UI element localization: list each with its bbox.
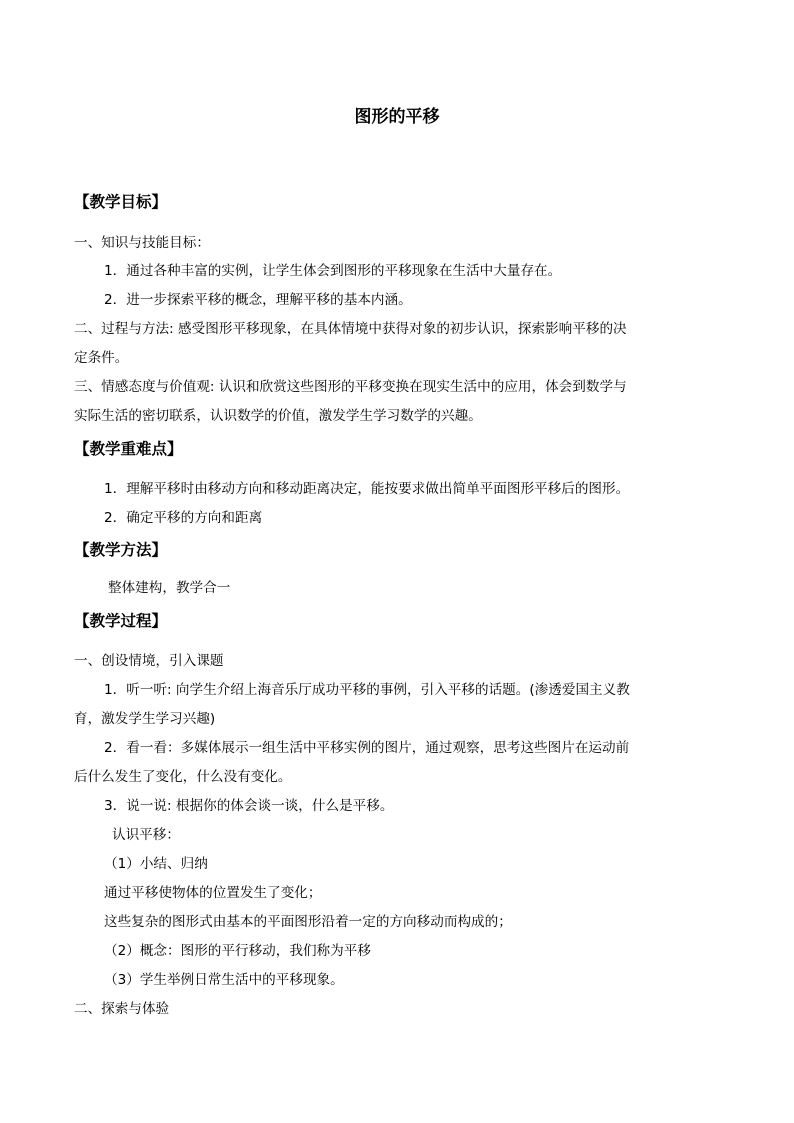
process-line: 一、创设情境，引入课题 (74, 653, 224, 669)
key-points-line: 2．确定平移的方向和距离 (104, 510, 263, 526)
section-heading-objectives: 【教学目标】 (74, 193, 168, 211)
process-line: （1）小结、归纳 (104, 856, 208, 872)
process-line: （3）学生举例日常生活中的平移现象。 (104, 972, 344, 988)
process-line: 2．看一看：多媒体展示一组生活中平移实例的图片，通过观察，思考这些图片在运动前 (104, 740, 630, 756)
section-heading-methods: 【教学方法】 (74, 541, 168, 559)
process-line: 3．说一说: 根据你的体会谈一谈，什么是平移。 (104, 798, 394, 814)
section-heading-process: 【教学过程】 (74, 612, 168, 630)
objectives-line: 1．通过各种丰富的实例，让学生体会到图形的平移现象在生活中大量存在。 (104, 263, 562, 279)
objectives-line: 三、情感态度与价值观: 认识和欣赏这些图形的平移变换在现实生活中的应用，体会到数学与 (74, 379, 627, 395)
objectives-line: 定条件。 (74, 350, 129, 366)
process-line: 这些复杂的图形式由基本的平面图形沿着一定的方向移动而构成的； (104, 914, 512, 930)
process-line: 二、探索与体验 (74, 1001, 170, 1017)
process-line: 通过平移使物体的位置发生了变化； (104, 885, 322, 901)
objectives-line: 实际生活的密切联系，认识数学的价值，激发学生学习数学的兴趣。 (74, 408, 482, 424)
process-line: 认识平移： (112, 827, 180, 843)
process-line: 后什么发生了变化，什么没有变化。 (74, 769, 292, 785)
process-line: 育，激发学生学习兴趣) (74, 711, 216, 727)
objectives-line: 一、知识与技能目标： (74, 235, 210, 251)
objectives-line: 2．进一步探索平移的概念，理解平移的基本内涵。 (104, 292, 412, 308)
objectives-line: 二、过程与方法: 感受图形平移现象，在具体情境中获得对象的初步认识，探索影响平移的决 (74, 321, 627, 337)
methods-line: 整体建构，教学合一 (108, 580, 231, 596)
document-title: 图形的平移 (354, 107, 440, 127)
key-points-line: 1．理解平移时由移动方向和移动距离决定，能按要求做出简单平面图形平移后的图形。 (104, 481, 630, 497)
process-line: 1．听一听: 向学生介绍上海音乐厅成功平移的事例，引入平移的话题。(渗透爱国主义教 (104, 682, 630, 698)
process-line: （2）概念：图形的平行移动，我们称为平移 (104, 943, 371, 959)
section-heading-key-points: 【教学重难点】 (74, 440, 183, 458)
